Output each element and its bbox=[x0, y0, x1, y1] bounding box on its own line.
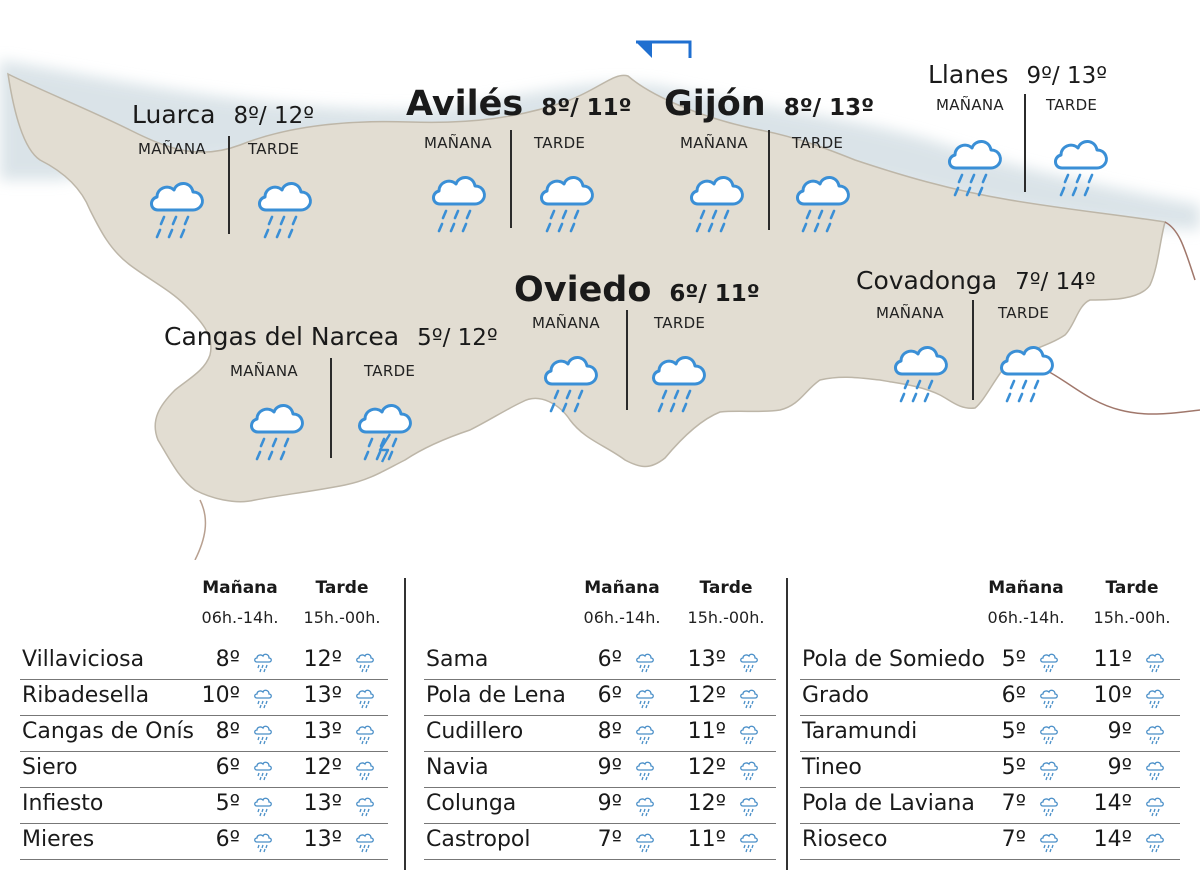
row-afternoon-temp: 14º bbox=[1093, 791, 1132, 816]
row-morning-temp: 7º bbox=[1001, 791, 1026, 816]
afternoon-label: TARDE bbox=[654, 314, 706, 332]
row-city-name: Cangas de Onís bbox=[22, 719, 195, 744]
row-morning-temp: 6º bbox=[1001, 683, 1026, 708]
row-city-name: Mieres bbox=[22, 827, 95, 852]
rain-cloud-icon bbox=[1038, 760, 1060, 782]
row-city-name: Navia bbox=[426, 755, 489, 780]
row-morning-temp: 8º bbox=[215, 647, 240, 672]
city-cangas-del-narcea bbox=[164, 322, 498, 351]
afternoon-label: TARDE bbox=[364, 362, 416, 380]
row-morning-temp: 6º bbox=[215, 755, 240, 780]
row-morning-temp: 7º bbox=[1001, 827, 1026, 852]
rain-cloud-icon bbox=[252, 832, 274, 854]
row-morning-temp: 5º bbox=[1001, 647, 1026, 672]
divider bbox=[626, 310, 628, 410]
city-luarca bbox=[132, 100, 314, 129]
row-afternoon-temp: 11º bbox=[687, 827, 726, 852]
afternoon-label: TARDE bbox=[1046, 96, 1098, 114]
rain-cloud-icon bbox=[252, 760, 274, 782]
afternoon-header: Tarde bbox=[699, 578, 753, 598]
row-afternoon-temp: 9º bbox=[1107, 719, 1132, 744]
row-afternoon-temp: 11º bbox=[687, 719, 726, 744]
row-afternoon-temp: 12º bbox=[303, 755, 342, 780]
city-name: Llanes bbox=[928, 60, 1009, 89]
afternoon-hours: 15h.-00h. bbox=[1093, 608, 1171, 627]
divider bbox=[768, 130, 770, 230]
row-morning-temp: 6º bbox=[597, 647, 622, 672]
rain-cloud-icon bbox=[254, 172, 316, 244]
table-row bbox=[424, 787, 776, 824]
table-row bbox=[20, 679, 388, 716]
morning-header: Mañana bbox=[202, 578, 278, 598]
city-name: Avilés bbox=[406, 84, 524, 124]
row-city-name: Infiesto bbox=[22, 791, 104, 816]
divider bbox=[510, 130, 512, 228]
rain-cloud-icon bbox=[354, 796, 376, 818]
row-city-name: Pola de Lena bbox=[426, 683, 566, 708]
row-afternoon-temp: 13º bbox=[303, 719, 342, 744]
rain-cloud-icon bbox=[890, 336, 952, 408]
city-temps: 9º/ 13º bbox=[1026, 63, 1108, 89]
morning-label: MAÑANA bbox=[230, 362, 298, 380]
table-row bbox=[424, 751, 776, 788]
row-morning-temp: 10º bbox=[201, 683, 240, 708]
row-morning-temp: 9º bbox=[597, 755, 622, 780]
rain-cloud-icon bbox=[252, 688, 274, 710]
row-morning-temp: 8º bbox=[215, 719, 240, 744]
row-city-name: Sama bbox=[426, 647, 489, 672]
row-city-name: Grado bbox=[802, 683, 869, 708]
rain-cloud-icon bbox=[634, 760, 656, 782]
rain-cloud-icon bbox=[1144, 796, 1166, 818]
city-temps: 5º/ 12º bbox=[417, 325, 498, 351]
city-temps: 8º/ 11º bbox=[541, 95, 632, 121]
rain-cloud-icon bbox=[1038, 724, 1060, 746]
city-name: Covadonga bbox=[856, 266, 998, 295]
row-city-name: Rioseco bbox=[802, 827, 888, 852]
rain-cloud-icon bbox=[1144, 688, 1166, 710]
divider bbox=[972, 300, 974, 400]
row-afternoon-temp: 12º bbox=[687, 683, 726, 708]
rain-cloud-icon bbox=[1038, 652, 1060, 674]
divider bbox=[1024, 94, 1026, 192]
rain-cloud-icon bbox=[246, 394, 308, 466]
city-llanes bbox=[928, 60, 1107, 89]
table-row bbox=[800, 751, 1180, 788]
city-aviles bbox=[406, 84, 632, 124]
rain-cloud-icon bbox=[1038, 688, 1060, 710]
morning-label: MAÑANA bbox=[680, 134, 748, 152]
morning-header: Mañana bbox=[988, 578, 1064, 598]
morning-label: MAÑANA bbox=[876, 304, 944, 322]
table-row bbox=[800, 715, 1180, 752]
morning-hours: 06h.-14h. bbox=[987, 608, 1065, 627]
rain-cloud-icon bbox=[354, 832, 376, 854]
row-city-name: Pola de Somiedo bbox=[802, 647, 985, 672]
table-row bbox=[20, 787, 388, 824]
afternoon-hours: 15h.-00h. bbox=[687, 608, 765, 627]
rain-cloud-icon bbox=[252, 724, 274, 746]
rain-cloud-icon bbox=[738, 652, 760, 674]
rain-cloud-icon bbox=[146, 172, 208, 244]
rain-cloud-icon bbox=[1144, 760, 1166, 782]
row-afternoon-temp: 10º bbox=[1093, 683, 1132, 708]
north-flag-icon bbox=[636, 42, 690, 58]
row-afternoon-temp: 12º bbox=[303, 647, 342, 672]
afternoon-hours: 15h.-00h. bbox=[303, 608, 381, 627]
table-row bbox=[800, 823, 1180, 860]
row-city-name: Villaviciosa bbox=[22, 647, 145, 672]
rain-cloud-icon bbox=[354, 688, 376, 710]
rain-cloud-icon bbox=[634, 796, 656, 818]
afternoon-label: TARDE bbox=[998, 304, 1050, 322]
city-gijon bbox=[664, 84, 874, 124]
rain-cloud-icon bbox=[1144, 652, 1166, 674]
row-morning-temp: 6º bbox=[597, 683, 622, 708]
divider bbox=[228, 136, 230, 234]
row-morning-temp: 7º bbox=[597, 827, 622, 852]
afternoon-label: TARDE bbox=[248, 140, 300, 158]
row-city-name: Taramundi bbox=[802, 719, 918, 744]
rain-cloud-icon bbox=[1050, 130, 1112, 202]
table-row bbox=[800, 787, 1180, 824]
rain-cloud-icon bbox=[996, 336, 1058, 408]
rain-cloud-icon bbox=[944, 130, 1006, 202]
city-temps: 7º/ 14º bbox=[1015, 269, 1096, 295]
rain-cloud-icon bbox=[634, 724, 656, 746]
rain-thunder-cloud-icon bbox=[354, 394, 416, 466]
afternoon-header: Tarde bbox=[315, 578, 369, 598]
city-temps: 6º/ 11º bbox=[669, 281, 760, 307]
table-row bbox=[800, 643, 1180, 680]
rain-cloud-icon bbox=[1038, 832, 1060, 854]
table-row bbox=[20, 751, 388, 788]
table-row bbox=[20, 643, 388, 680]
row-afternoon-temp: 12º bbox=[687, 791, 726, 816]
divider bbox=[330, 358, 332, 458]
rain-cloud-icon bbox=[738, 688, 760, 710]
rain-cloud-icon bbox=[540, 346, 602, 418]
table-row bbox=[20, 823, 388, 860]
row-city-name: Castropol bbox=[426, 827, 531, 852]
city-temps: 8º/ 13º bbox=[783, 95, 875, 121]
afternoon-label: TARDE bbox=[534, 134, 586, 152]
row-morning-temp: 5º bbox=[1001, 719, 1026, 744]
row-morning-temp: 9º bbox=[597, 791, 622, 816]
row-morning-temp: 8º bbox=[597, 719, 622, 744]
afternoon-label: TARDE bbox=[792, 134, 844, 152]
rain-cloud-icon bbox=[354, 724, 376, 746]
afternoon-header: Tarde bbox=[1105, 578, 1159, 598]
row-city-name: Cudillero bbox=[426, 719, 524, 744]
row-afternoon-temp: 11º bbox=[1093, 647, 1132, 672]
row-city-name: Tineo bbox=[802, 755, 862, 780]
city-oviedo bbox=[514, 270, 760, 310]
row-afternoon-temp: 14º bbox=[1093, 827, 1132, 852]
morning-hours: 06h.-14h. bbox=[583, 608, 661, 627]
rain-cloud-icon bbox=[428, 166, 490, 238]
table-row bbox=[424, 715, 776, 752]
rain-cloud-icon bbox=[634, 652, 656, 674]
rain-cloud-icon bbox=[738, 724, 760, 746]
rain-cloud-icon bbox=[648, 346, 710, 418]
city-temps: 8º/ 12º bbox=[233, 103, 315, 129]
rain-cloud-icon bbox=[1038, 796, 1060, 818]
rain-cloud-icon bbox=[738, 760, 760, 782]
row-afternoon-temp: 9º bbox=[1107, 755, 1132, 780]
table-row bbox=[424, 823, 776, 860]
row-afternoon-temp: 13º bbox=[687, 647, 726, 672]
morning-label: MAÑANA bbox=[424, 134, 492, 152]
table-row bbox=[424, 679, 776, 716]
rain-cloud-icon bbox=[634, 688, 656, 710]
morning-label: MAÑANA bbox=[936, 96, 1004, 114]
morning-hours: 06h.-14h. bbox=[201, 608, 279, 627]
city-name: Luarca bbox=[132, 100, 216, 129]
table-row bbox=[800, 679, 1180, 716]
rain-cloud-icon bbox=[792, 166, 854, 238]
rain-cloud-icon bbox=[1144, 832, 1166, 854]
row-city-name: Ribadesella bbox=[22, 683, 150, 708]
row-morning-temp: 5º bbox=[1001, 755, 1026, 780]
row-city-name: Colunga bbox=[426, 791, 517, 816]
row-city-name: Pola de Laviana bbox=[802, 791, 975, 816]
rain-cloud-icon bbox=[686, 166, 748, 238]
table-row bbox=[20, 715, 388, 752]
row-morning-temp: 5º bbox=[215, 791, 240, 816]
city-covadonga bbox=[856, 266, 1096, 295]
row-afternoon-temp: 13º bbox=[303, 791, 342, 816]
row-city-name: Siero bbox=[22, 755, 78, 780]
table-row bbox=[424, 643, 776, 680]
row-afternoon-temp: 13º bbox=[303, 683, 342, 708]
city-name: Cangas del Narcea bbox=[164, 322, 400, 351]
morning-label: MAÑANA bbox=[138, 140, 206, 158]
rain-cloud-icon bbox=[738, 796, 760, 818]
city-name: Oviedo bbox=[514, 270, 652, 310]
row-afternoon-temp: 12º bbox=[687, 755, 726, 780]
table-divider bbox=[404, 578, 406, 870]
rain-cloud-icon bbox=[536, 166, 598, 238]
rain-cloud-icon bbox=[1144, 724, 1166, 746]
rain-cloud-icon bbox=[252, 796, 274, 818]
rain-cloud-icon bbox=[354, 760, 376, 782]
rain-cloud-icon bbox=[252, 652, 274, 674]
morning-header: Mañana bbox=[584, 578, 660, 598]
rain-cloud-icon bbox=[738, 832, 760, 854]
row-morning-temp: 6º bbox=[215, 827, 240, 852]
city-name: Gijón bbox=[664, 84, 766, 124]
table-divider bbox=[786, 578, 788, 870]
rain-cloud-icon bbox=[354, 652, 376, 674]
row-afternoon-temp: 13º bbox=[303, 827, 342, 852]
morning-label: MAÑANA bbox=[532, 314, 600, 332]
rain-cloud-icon bbox=[634, 832, 656, 854]
